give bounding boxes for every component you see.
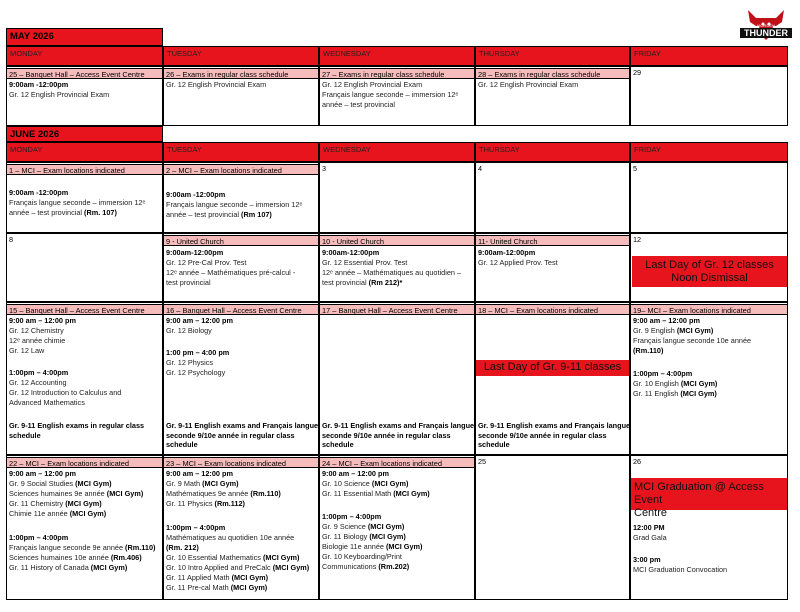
exam-item: Gr. 9 Math (MCI Gym) — [166, 479, 239, 488]
june-9-line2: 12ᵉ année – Mathématiques pré-calcul - — [166, 268, 296, 277]
exam-item: Chimie 11e année (MCI Gym) — [9, 509, 107, 518]
june-18-header: 18 – MCI – Exam locations indicated — [475, 304, 630, 315]
exam-item: Sciences humaines 9e année (MCI Gym) — [9, 489, 144, 498]
graduation-banner: MCI Graduation @ Access Event Centre — [631, 478, 787, 510]
may-27-line3: année – test provincial — [322, 100, 396, 109]
last-day-gr12-banner: Last Day of Gr. 12 classes Noon Dismissal — [632, 256, 787, 287]
june-16-b1: Gr. 12 Physics — [166, 358, 214, 367]
june-26-line2: MCI Graduation Convocation — [633, 565, 728, 574]
exam-item: Gr. 11 Applied Math (MCI Gym) — [166, 573, 269, 582]
last-day-gr9-11-banner: Last Day of Gr. 9-11 classes — [476, 360, 629, 376]
june-11-header: 11- United Church — [475, 235, 630, 246]
june-16-time1: 9:00 am – 12:00 pm — [166, 316, 233, 325]
may-29-cell — [630, 66, 788, 126]
june-4-cell — [475, 162, 630, 233]
june-15-header: 15 – Banquet Hall – Access Event Centre — [6, 304, 163, 315]
june-4-number: 4 — [478, 164, 483, 173]
june-24-header: 24 – MCI – Exam locations indicated — [319, 457, 475, 468]
may-28-line: Gr. 12 English Provincial Exam — [478, 80, 579, 89]
june-15-a3: Gr. 12 Law — [9, 346, 45, 355]
june-day-wednesday: WEDNESDAY — [319, 142, 475, 162]
june-10-line2: 12ᵉ année – Mathématiques au quotidien – — [322, 268, 462, 277]
june-11-line1: Gr. 12 Applied Prov. Test — [478, 258, 558, 267]
june-8-number: 8 — [9, 235, 14, 244]
june-8-cell — [6, 233, 163, 302]
june-9-line3: test provincial — [166, 278, 211, 287]
may-26-header: 26 – Exams in regular class schedule — [163, 68, 319, 79]
thunder-logo — [736, 4, 796, 44]
june-19-a2-room: (Rm.110) — [633, 346, 664, 355]
june-15-a2: 12ᵉ année chimie — [9, 336, 66, 345]
may-27-line2: Français langue seconde – immersion 12ᵉ — [322, 90, 459, 99]
june-23-b0-room: (Rm. 212) — [166, 543, 199, 552]
may-29-number: 29 — [633, 68, 642, 77]
may-day-wednesday: WEDNESDAY — [319, 46, 475, 66]
exam-item: Gr. 10 Essential Mathematics (MCI Gym) — [166, 553, 300, 562]
june-16-time2: 1:00 pm – 4:00 pm — [166, 348, 230, 357]
may-day-thursday: THURSDAY — [475, 46, 630, 66]
june-15-time2: 1:00pm – 4:00pm — [9, 368, 69, 377]
june-22-time2: 1:00pm – 4:00pm — [9, 533, 69, 542]
june-11-time: 9:00am-12:00pm — [478, 248, 536, 257]
exam-item: Mathématiques 9e année (Rm.110) — [166, 489, 281, 498]
june-5-number: 5 — [633, 164, 638, 173]
june-23-time1: 9:00 am – 12:00 pm — [166, 469, 233, 478]
june-10-time: 9:00am-12:00pm — [322, 248, 380, 257]
june-15-b1: Gr. 12 Accounting — [9, 378, 67, 387]
june-5-cell — [630, 162, 788, 233]
june-22-time1: 9:00 am – 12:00 pm — [9, 469, 76, 478]
june-24-time1: 9:00 am – 12:00 pm — [322, 469, 389, 478]
june-1-time: 9:00am -12:00pm — [9, 188, 69, 197]
june-25-cell — [475, 455, 630, 600]
may-day-monday: MONDAY — [6, 46, 163, 66]
june-23-b0: Mathématiques au quotidien 10e année — [166, 533, 295, 542]
exam-item: Français langue seconde 9e année (Rm.110) — [9, 543, 156, 552]
exam-item: Gr. 11 Pre-cal Math (MCI Gym) — [166, 583, 268, 592]
june-1-line1: Français langue seconde – immersion 12ᵉ — [9, 198, 146, 207]
june-17-header: 17 – Banquet Hall – Access Event Centre — [319, 304, 475, 315]
thunder-bull-icon — [736, 4, 796, 44]
may-27-header: 27 – Exams in regular class schedule — [319, 68, 475, 79]
exam-item: Gr. 10 Intro Applied and PreCalc (MCI Gym) — [166, 563, 310, 572]
june-2-header: 2 – MCI – Exam locations indicated — [163, 164, 319, 175]
june-9-line1: Gr. 12 Pre-Cal Prov. Test — [166, 258, 247, 267]
exam-item: Biologie 11e année (MCI Gym) — [322, 542, 423, 551]
june-2-room: (Rm 107) — [241, 210, 272, 219]
june-24-time2: 1:00pm – 4:00pm — [322, 512, 382, 521]
june-16-b2: Gr. 12 Psychology — [166, 368, 226, 377]
may-27-line1: Gr. 12 English Provincial Exam — [322, 80, 423, 89]
june-26-number: 26 — [633, 457, 642, 466]
exam-item: Gr. 11 Essential Math (MCI Gym) — [322, 489, 430, 498]
june-2-line2: année – test provincial (Rm 107) — [166, 210, 272, 219]
june-10-line1: Gr. 12 Essential Prov. Test — [322, 258, 408, 267]
exam-item: Sciences humaines 10e année (Rm.406) — [9, 553, 142, 562]
june-day-friday: FRIDAY — [630, 142, 788, 162]
june-title: JUNE 2026 — [6, 126, 163, 142]
june-18-note: Gr. 9-11 English exams and Français langue seconde 9/10e année in regular class schedule — [478, 421, 631, 449]
june-3-number: 3 — [322, 164, 327, 173]
june-10-room: (Rm 212)* — [368, 278, 403, 287]
june-1-room: (Rm. 107) — [84, 208, 117, 217]
may-25-time: 9:00am -12:00pm — [9, 80, 69, 89]
june-16-a1: Gr. 12 Biology — [166, 326, 212, 335]
june-16-note: Gr. 9-11 English exams and Français langue seconde 9/10e année in regular class schedule — [166, 421, 319, 449]
june-16-header: 16 – Banquet Hall – Access Event Centre — [163, 304, 319, 315]
may-day-friday: FRIDAY — [630, 46, 788, 66]
june-1-line2: année – test provincial (Rm. 107) — [9, 208, 117, 217]
june-17-note: Gr. 9-11 English exams and Français langue seconde 9/10e année in regular class schedule — [322, 421, 475, 449]
june-day-tuesday: TUESDAY — [163, 142, 319, 162]
june-15-b2: Gr. 12 Introduction to Calculus and — [9, 388, 122, 397]
june-26-time2: 3:00 pm — [633, 555, 661, 564]
exam-item: Gr. 11 History of Canada (MCI Gym) — [9, 563, 128, 572]
june-15-a1: Gr. 12 Chemistry — [9, 326, 64, 335]
june-25-number: 25 — [478, 457, 487, 466]
june-10-line3: test provincial (Rm 212)* — [322, 278, 403, 287]
june-19-time2: 1:00pm – 4:00pm — [633, 369, 693, 378]
exam-item: Gr. 11 Biology (MCI Gym) — [322, 532, 406, 541]
exam-item: Gr. 11 Physics (Rm.112) — [166, 499, 245, 508]
may-day-tuesday: TUESDAY — [163, 46, 319, 66]
logo-wordmark: THUNDER — [744, 28, 788, 38]
june-23-time2: 1:00pm – 4:00pm — [166, 523, 226, 532]
may-25-line: Gr. 12 English Provincial Exam — [9, 90, 110, 99]
june-23-header: 23 – MCI – Exam locations indicated — [163, 457, 319, 468]
june-15-b3: Advanced Mathematics — [9, 398, 85, 407]
june-19-header: 19– MCI – Exam locations indicated — [630, 304, 788, 315]
june-10-header: 10 - United Church — [319, 235, 475, 246]
june-19-b2: Gr. 11 English (MCI Gym) — [633, 389, 717, 398]
june-9-time: 9:00am-12:00pm — [166, 248, 224, 257]
june-26-time1: 12:00 PM — [633, 523, 665, 532]
june-day-thursday: THURSDAY — [475, 142, 630, 162]
june-19-a2: Français langue seconde 10e année — [633, 336, 752, 345]
exam-item: Gr. 9 Science (MCI Gym) — [322, 522, 405, 531]
logo-small-text: MORDEN — [757, 23, 775, 28]
june-12-number: 12 — [633, 235, 642, 244]
exam-item: Gr. 9 Social Studies (MCI Gym) — [9, 479, 112, 488]
exam-item: Gr. 10 Science (MCI Gym) — [322, 479, 409, 488]
may-28-header: 28 – Exams in regular class schedule — [475, 68, 630, 79]
may-26-line: Gr. 12 English Provincial Exam — [166, 80, 267, 89]
june-9-header: 9 - United Church — [163, 235, 319, 246]
exam-item: Gr. 11 Chemistry (MCI Gym) — [9, 499, 102, 508]
june-24-b5: Communications (Rm.202) — [322, 562, 410, 571]
june-19-time1: 9:00 am – 12:00 pm — [633, 316, 700, 325]
june-22-header: 22 – MCI – Exam locations indicated — [6, 457, 163, 468]
june-15-time1: 9:00 am – 12:00 pm — [9, 316, 76, 325]
june-19-b1: Gr. 10 English (MCI Gym) — [633, 379, 718, 388]
june-2-time: 9:00am -12:00pm — [166, 190, 226, 199]
may-title: MAY 2026 — [6, 28, 163, 46]
june-15-note: Gr. 9-11 English exams in regular class schedule — [9, 421, 145, 440]
june-26-line1: Grad Gala — [633, 533, 667, 542]
june-3-cell — [319, 162, 475, 233]
june-24-b4: Gr. 10 Keyboarding/Print — [322, 552, 402, 561]
june-day-monday: MONDAY — [6, 142, 163, 162]
june-2-line1: Français langue seconde – immersion 12ᵉ — [166, 200, 303, 209]
may-25-header: 25 – Banquet Hall – Access Event Centre — [6, 68, 163, 79]
june-1-header: 1 – MCI – Exam locations indicated — [6, 164, 163, 175]
june-19-a1: Gr. 9 English (MCI Gym) — [633, 326, 714, 335]
